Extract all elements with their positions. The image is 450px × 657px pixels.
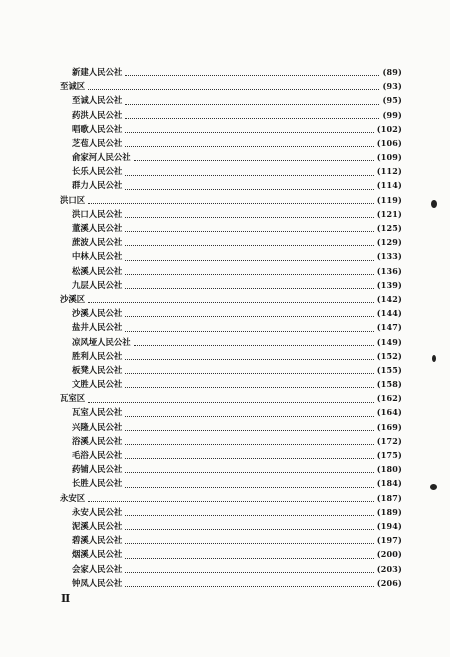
- dot-leader: [125, 217, 373, 218]
- toc-entry-page: (89): [382, 66, 402, 77]
- toc-entry-label: 沙溪人民公社: [72, 308, 123, 319]
- toc-entry-label: 唱歌人民公社: [72, 123, 123, 134]
- toc-commune-entry[interactable]: [60, 505, 402, 519]
- toc-commune-entry[interactable]: [60, 406, 402, 420]
- dot-leader: [125, 572, 373, 573]
- toc-entry-label: 药铺人民公社: [72, 464, 123, 475]
- toc-commune-entry[interactable]: [60, 65, 402, 79]
- toc-entry-label: 瓦室区: [60, 393, 86, 404]
- toc-commune-entry[interactable]: [60, 377, 402, 391]
- dot-leader: [125, 146, 373, 147]
- dot-leader: [125, 189, 373, 190]
- toc-entry-label: 长乐人民公社: [72, 166, 123, 177]
- toc-commune-entry[interactable]: [60, 547, 402, 561]
- toc-entry-page: (155): [376, 364, 402, 375]
- toc-entry-page: (139): [376, 279, 402, 290]
- toc-entry-page: (133): [376, 251, 402, 262]
- toc-commune-entry[interactable]: [60, 519, 402, 533]
- toc-district-entry[interactable]: [60, 292, 402, 306]
- dot-leader: [125, 274, 373, 275]
- toc-entry-label: 松溪人民公社: [72, 265, 123, 276]
- dot-leader: [125, 458, 373, 459]
- toc-entry-page: (152): [376, 350, 402, 361]
- dot-leader: [125, 416, 373, 417]
- toc-district-entry[interactable]: [60, 79, 402, 93]
- toc-entry-label: 长胜人民公社: [72, 478, 123, 489]
- toc-entry-page: (129): [376, 237, 402, 248]
- toc-entry-label: 板凳人民公社: [72, 364, 123, 375]
- toc-commune-entry[interactable]: [60, 235, 402, 249]
- toc-entry-label: 群力人民公社: [72, 180, 123, 191]
- toc-entry-page: (203): [376, 563, 402, 574]
- toc-entry-label: 碧溪人民公社: [72, 535, 123, 546]
- toc-entry-page: (172): [376, 435, 402, 446]
- dot-leader: [88, 402, 374, 403]
- toc-entry-page: (144): [376, 308, 402, 319]
- toc-entry-label: 毛浴人民公社: [72, 450, 123, 461]
- dot-leader: [88, 302, 374, 303]
- toc-commune-entry[interactable]: [60, 335, 402, 349]
- toc-commune-entry[interactable]: [60, 562, 402, 576]
- toc-entry-page: (125): [376, 223, 402, 234]
- toc-commune-entry[interactable]: [60, 434, 402, 448]
- toc-entry-label: 会家人民公社: [72, 563, 123, 574]
- dot-leader: [125, 331, 373, 332]
- toc-entry-label: 文胜人民公社: [72, 379, 123, 390]
- toc-commune-entry[interactable]: [60, 278, 402, 292]
- toc-commune-entry[interactable]: [60, 122, 402, 136]
- dot-leader: [125, 430, 373, 431]
- toc-entry-page: (162): [376, 393, 402, 404]
- toc-district-entry[interactable]: [60, 391, 402, 405]
- toc-entry-page: (114): [376, 180, 402, 191]
- toc-entry-label: 盐井人民公社: [72, 322, 123, 333]
- toc-entry-label: 药洪人民公社: [72, 109, 123, 120]
- toc-commune-entry[interactable]: [60, 108, 402, 122]
- dot-leader: [88, 501, 374, 502]
- dot-leader: [125, 288, 373, 289]
- toc-entry-page: (175): [376, 450, 402, 461]
- toc-commune-entry[interactable]: [60, 363, 402, 377]
- toc-entry-page: (200): [376, 549, 402, 560]
- dot-leader: [125, 260, 373, 261]
- toc-commune-entry[interactable]: [60, 136, 402, 150]
- table-of-contents: [60, 65, 402, 590]
- toc-commune-entry[interactable]: [60, 320, 402, 334]
- toc-entry-label: 芝苞人民公社: [72, 137, 123, 148]
- toc-entry-label: 瓦室人民公社: [72, 407, 123, 418]
- toc-entry-label: 永安区: [60, 492, 86, 503]
- dot-leader: [125, 175, 373, 176]
- toc-entry-label: 浴溪人民公社: [72, 435, 123, 446]
- toc-entry-page: (121): [376, 208, 402, 219]
- toc-commune-entry[interactable]: [60, 249, 402, 263]
- toc-commune-entry[interactable]: [60, 533, 402, 547]
- toc-entry-page: (119): [376, 194, 402, 205]
- toc-entry-label: 沙溪区: [60, 293, 86, 304]
- dot-leader: [134, 160, 374, 161]
- dot-leader: [125, 132, 373, 133]
- toc-district-entry[interactable]: [60, 491, 402, 505]
- toc-commune-entry[interactable]: [60, 448, 402, 462]
- dot-leader: [125, 316, 373, 317]
- toc-entry-page: (149): [376, 336, 402, 347]
- toc-entry-label: 凉风垭人民公社: [72, 336, 131, 347]
- toc-entry-label: 兴隆人民公社: [72, 421, 123, 432]
- toc-entry-page: (189): [376, 506, 402, 517]
- dot-leader: [88, 203, 374, 204]
- toc-entry-label: 董溪人民公社: [72, 223, 123, 234]
- toc-commune-entry[interactable]: [60, 264, 402, 278]
- toc-entry-label: 永安人民公社: [72, 506, 123, 517]
- toc-entry-label: 蔗波人民公社: [72, 237, 123, 248]
- ink-blot: [431, 200, 437, 208]
- dot-leader: [125, 118, 379, 119]
- toc-entry-page: (187): [376, 492, 402, 503]
- toc-entry-page: (112): [376, 166, 402, 177]
- toc-entry-label: 钟凤人民公社: [72, 577, 123, 588]
- page-number: Ⅱ: [61, 592, 71, 605]
- toc-entry-page: (164): [376, 407, 402, 418]
- toc-commune-entry[interactable]: [60, 306, 402, 320]
- ink-blot: [430, 484, 437, 490]
- toc-commune-entry[interactable]: [60, 93, 402, 107]
- toc-entry-page: (169): [376, 421, 402, 432]
- dot-leader: [125, 387, 373, 388]
- toc-commune-entry[interactable]: [60, 150, 402, 164]
- toc-commune-entry[interactable]: [60, 420, 402, 434]
- toc-district-entry[interactable]: [60, 193, 402, 207]
- toc-commune-entry[interactable]: [60, 221, 402, 235]
- dot-leader: [125, 586, 373, 587]
- toc-commune-entry[interactable]: [60, 164, 402, 178]
- toc-entry-label: 洪口区: [60, 194, 86, 205]
- dot-leader: [125, 104, 379, 105]
- dot-leader: [125, 444, 373, 445]
- toc-commune-entry[interactable]: [60, 476, 402, 490]
- dot-leader: [125, 472, 373, 473]
- toc-entry-label: 烟溪人民公社: [72, 549, 123, 560]
- toc-entry-page: (93): [382, 81, 402, 92]
- dot-leader: [125, 543, 373, 544]
- toc-entry-page: (158): [376, 379, 402, 390]
- toc-entry-label: 新建人民公社: [72, 66, 123, 77]
- dot-leader: [125, 558, 373, 559]
- toc-entry-label: 泥溪人民公社: [72, 520, 123, 531]
- toc-commune-entry[interactable]: [60, 179, 402, 193]
- toc-entry-page: (142): [376, 293, 402, 304]
- dot-leader: [125, 515, 373, 516]
- toc-commune-entry[interactable]: [60, 462, 402, 476]
- toc-entry-page: (106): [376, 137, 402, 148]
- toc-entry-page: (206): [376, 577, 402, 588]
- toc-entry-label: 至诚区: [60, 81, 86, 92]
- toc-entry-page: (180): [376, 464, 402, 475]
- dot-leader: [125, 245, 373, 246]
- toc-entry-label: 中林人民公社: [72, 251, 123, 262]
- dot-leader: [125, 487, 373, 488]
- toc-entry-label: 俞家河人民公社: [72, 152, 131, 163]
- toc-entry-page: (109): [376, 152, 402, 163]
- toc-commune-entry[interactable]: [60, 207, 402, 221]
- ink-blot: [432, 355, 436, 362]
- dot-leader: [125, 231, 373, 232]
- dot-leader: [125, 529, 373, 530]
- toc-entry-label: 九层人民公社: [72, 279, 123, 290]
- toc-entry-label: 至诚人民公社: [72, 95, 123, 106]
- dot-leader: [125, 359, 373, 360]
- toc-entry-page: (95): [382, 95, 402, 106]
- toc-commune-entry[interactable]: [60, 349, 402, 363]
- toc-entry-page: (99): [382, 109, 402, 120]
- dot-leader: [125, 373, 373, 374]
- dot-leader: [125, 75, 379, 76]
- toc-entry-label: 胜利人民公社: [72, 350, 123, 361]
- dot-leader: [134, 345, 374, 346]
- toc-commune-entry[interactable]: [60, 576, 402, 590]
- toc-entry-page: (147): [376, 322, 402, 333]
- toc-entry-label: 洪口人民公社: [72, 208, 123, 219]
- toc-entry-page: (194): [376, 520, 402, 531]
- toc-entry-page: (184): [376, 478, 402, 489]
- dot-leader: [88, 89, 379, 90]
- toc-entry-page: (197): [376, 535, 402, 546]
- toc-entry-page: (102): [376, 123, 402, 134]
- toc-entry-page: (136): [376, 265, 402, 276]
